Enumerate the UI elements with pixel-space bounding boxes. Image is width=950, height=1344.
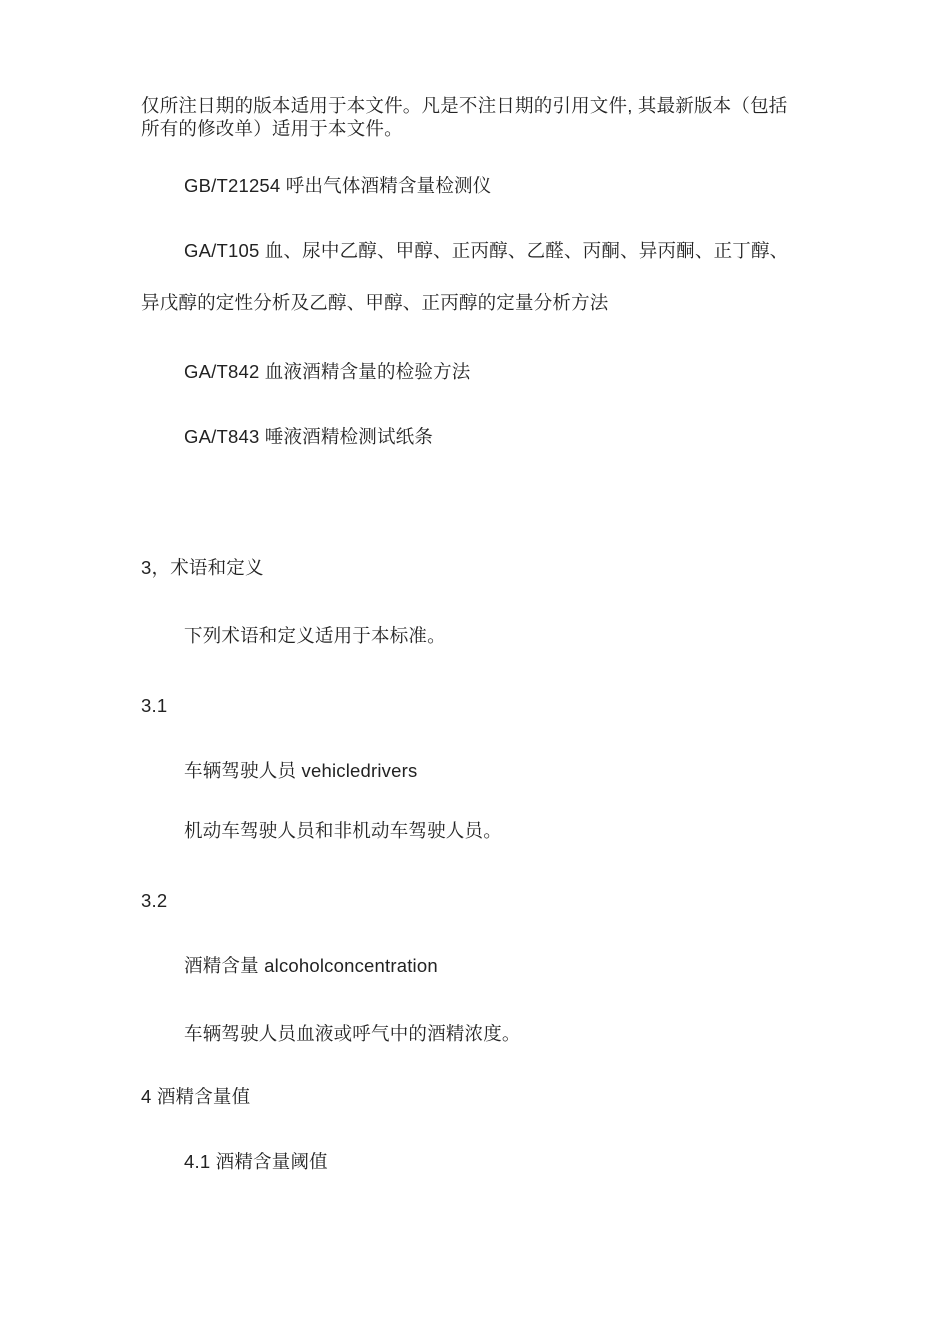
term-3-1-definition: 机动车驾驶人员和非机动车驾驶人员。: [184, 820, 502, 841]
reference-gb-t21254: GB/T21254 呼出气体酒精含量检测仪: [184, 175, 492, 196]
term-3-1-title: 车辆驾驶人员 vehicledrivers: [184, 760, 418, 781]
intro-text-line-2: 所有的修改单）适用于本文件。: [141, 118, 403, 139]
intro-text-line-1: 仅所注日期的版本适用于本文件。凡是不注日期的引用文件, 其最新版本（包括: [141, 95, 788, 116]
section-3-intro: 下列术语和定义适用于本标准。: [184, 625, 446, 646]
section-3-heading: 3，术语和定义: [141, 557, 264, 578]
section-4-1-heading: 4.1 酒精含量阈值: [184, 1151, 328, 1172]
reference-ga-t105-line-2: 异戊醇的定性分析及乙醇、甲醇、正丙醇的定量分析方法: [141, 292, 609, 313]
reference-ga-t843: GA/T843 唾液酒精检测试纸条: [184, 426, 434, 447]
section-4-heading: 4 酒精含量值: [141, 1086, 251, 1107]
term-3-2-title: 酒精含量 alcoholconcentration: [184, 955, 438, 976]
term-3-2-number: 3.2: [141, 890, 168, 911]
term-3-2-definition: 车辆驾驶人员血液或呼气中的酒精浓度。: [184, 1023, 521, 1044]
reference-ga-t842: GA/T842 血液酒精含量的检验方法: [184, 361, 471, 382]
reference-ga-t105-line-1: GA/T105 血、尿中乙醇、甲醇、正丙醇、乙醛、丙酮、异丙酮、正丁醇、: [184, 240, 789, 261]
term-3-1-number: 3.1: [141, 695, 168, 716]
